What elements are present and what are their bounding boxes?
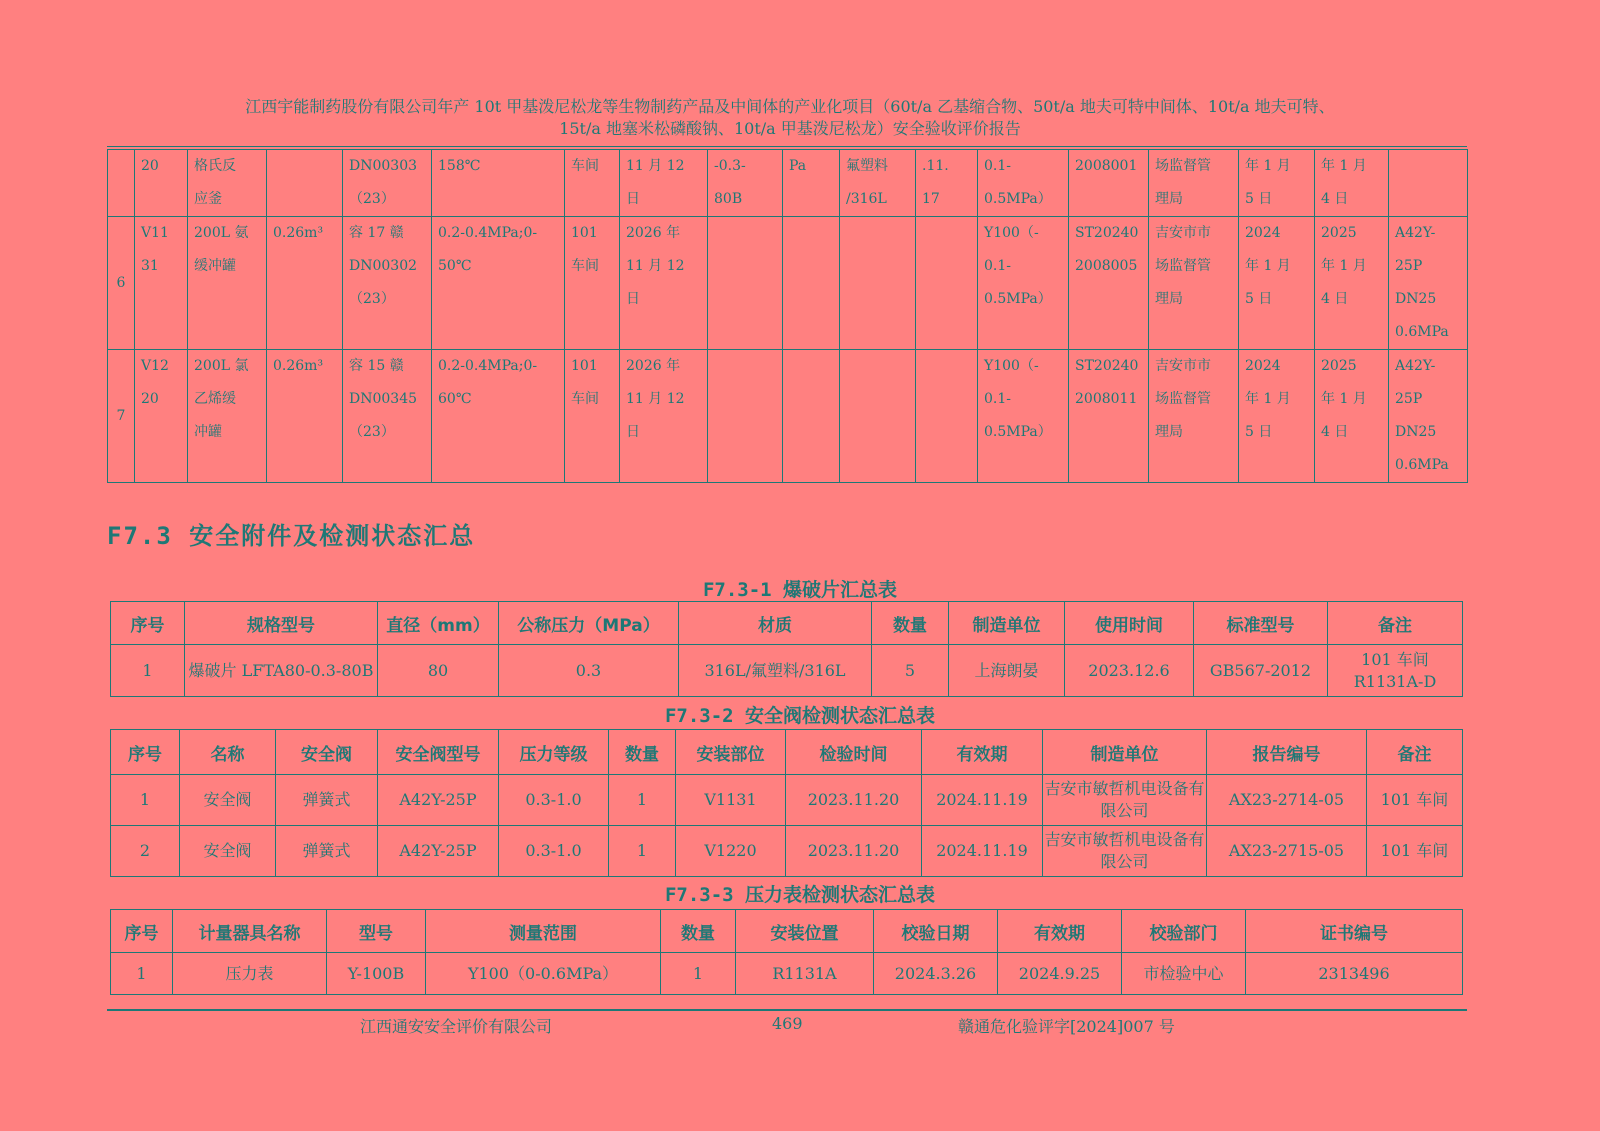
cell-line: 年 1 月 bbox=[1245, 258, 1291, 274]
table-cell: 101 车间 bbox=[1367, 775, 1463, 826]
table-cell bbox=[708, 217, 783, 350]
column-header: 名称 bbox=[180, 730, 276, 775]
pressure-gauge-table bbox=[110, 909, 1463, 995]
table-cell bbox=[432, 350, 565, 483]
table-caption-rupture-disc: F7.3-1 爆破片汇总表 bbox=[702, 579, 898, 601]
table-caption-safety-valve: F7.3-2 安全阀检测状态汇总表 bbox=[664, 705, 936, 727]
cell-line: ST20240 bbox=[1075, 358, 1139, 374]
cell-line: 2008011 bbox=[1075, 391, 1138, 407]
cell-line: 日 bbox=[626, 291, 640, 307]
table-cell: AX23-2714-05 bbox=[1207, 775, 1367, 826]
table-cell bbox=[708, 150, 783, 217]
column-header: 序号 bbox=[111, 602, 185, 645]
cell-line: 2008005 bbox=[1075, 258, 1138, 274]
table-cell bbox=[620, 150, 708, 217]
column-header: 公称压力（MPa） bbox=[499, 602, 679, 645]
column-header: 标准型号 bbox=[1194, 602, 1328, 645]
cell-line: Pa bbox=[789, 158, 807, 174]
table-cell: 1 bbox=[111, 775, 180, 826]
table-cell bbox=[1389, 350, 1468, 483]
cell-line: 4 日 bbox=[1321, 424, 1349, 440]
column-header: 规格型号 bbox=[185, 602, 378, 645]
table-cell bbox=[840, 150, 916, 217]
column-header: 材质 bbox=[679, 602, 872, 645]
table-cell: 安全阀 bbox=[180, 775, 276, 826]
table-row bbox=[111, 775, 1463, 826]
cell-line: 冲罐 bbox=[194, 424, 222, 440]
safety-valve-table bbox=[110, 729, 1463, 877]
cell-line: 101 bbox=[571, 358, 598, 374]
table-cell bbox=[135, 217, 188, 350]
table-cell bbox=[916, 217, 978, 350]
column-header: 校验部门 bbox=[1122, 910, 1246, 953]
running-header bbox=[108, 96, 1472, 140]
cell-line: /316L bbox=[846, 191, 887, 207]
cell-line: 80B bbox=[714, 191, 743, 207]
column-header: 有效期 bbox=[998, 910, 1122, 953]
footer-document-number: 赣通危化验评字[2024]007 号 bbox=[958, 1017, 1175, 1036]
table-row bbox=[111, 645, 1463, 697]
cell-line: 2024 bbox=[1245, 225, 1281, 241]
table-cell bbox=[916, 150, 978, 217]
table-cell: 6 bbox=[108, 217, 135, 350]
cell-line: 年 1 月 bbox=[1321, 258, 1367, 274]
cell-line: 车间 bbox=[571, 158, 599, 174]
table-cell: 2313496 bbox=[1246, 953, 1463, 995]
table-cell bbox=[343, 150, 432, 217]
table-cell: 1 bbox=[609, 826, 676, 877]
table-cell bbox=[343, 350, 432, 483]
table-cell: 吉安市敏哲机电设备有限公司 bbox=[1043, 775, 1207, 826]
table-cell: 2024.11.19 bbox=[922, 775, 1043, 826]
cell-line: 0.2-0.4MPa;0- bbox=[438, 225, 538, 241]
pressure-vessel-table-continued bbox=[107, 149, 1468, 483]
cell-line: Y100（- bbox=[984, 225, 1039, 241]
table-cell: 弹簧式 bbox=[276, 775, 378, 826]
header-line-2: 15t/a 地塞米松磷酸钠、10t/a 甲基泼尼松龙）安全验收评价报告 bbox=[559, 119, 1021, 138]
cell-line: 31 bbox=[141, 258, 159, 274]
column-header: 备注 bbox=[1367, 730, 1463, 775]
column-header: 序号 bbox=[111, 730, 180, 775]
cell-line: 缓冲罐 bbox=[194, 258, 236, 274]
table-cell bbox=[978, 217, 1069, 350]
table-cell bbox=[1069, 150, 1149, 217]
column-header: 数量 bbox=[872, 602, 949, 645]
cell-line: DN00345 bbox=[349, 391, 418, 407]
cell-line: 11 月 12 bbox=[626, 391, 685, 407]
table-cell: 316L/氟塑料/316L bbox=[679, 645, 872, 697]
table-cell: 1 bbox=[111, 953, 173, 995]
table-cell: 0.3-1.0 bbox=[499, 775, 609, 826]
cell-line: -0.3- bbox=[714, 158, 746, 174]
cell-line: 0.26m³ bbox=[273, 225, 324, 241]
cell-line: 氟塑料 bbox=[846, 158, 888, 174]
cell-line: 20 bbox=[141, 391, 159, 407]
cell-line: DN25 bbox=[1395, 291, 1437, 307]
table-row bbox=[111, 953, 1463, 995]
cell-line: 200L 氯 bbox=[194, 358, 249, 374]
table-cell: A42Y-25P bbox=[378, 775, 499, 826]
table-cell bbox=[188, 150, 267, 217]
table-cell: 上海朗晏 bbox=[949, 645, 1065, 697]
column-header: 安全阀型号 bbox=[378, 730, 499, 775]
cell-line: 200L 氨 bbox=[194, 225, 249, 241]
table-cell bbox=[343, 217, 432, 350]
table-cell bbox=[188, 217, 267, 350]
table-cell bbox=[565, 217, 620, 350]
table-cell bbox=[1239, 150, 1315, 217]
cell-line: 格氏反 bbox=[194, 158, 236, 174]
cell-line: 年 1 月 bbox=[1321, 158, 1367, 174]
table-cell bbox=[840, 350, 916, 483]
cell-line: ST20240 bbox=[1075, 225, 1139, 241]
table-cell bbox=[267, 150, 343, 217]
cell-line: 20 bbox=[141, 158, 159, 174]
cell-line: 场监督管 bbox=[1155, 391, 1211, 407]
table-cell bbox=[620, 217, 708, 350]
cell-line: 25P bbox=[1395, 258, 1423, 274]
cell-line: 2025 bbox=[1321, 225, 1357, 241]
table-cell bbox=[135, 350, 188, 483]
table-cell: 2024.9.25 bbox=[998, 953, 1122, 995]
table-cell bbox=[708, 350, 783, 483]
cell-line: 0.1- bbox=[984, 258, 1011, 274]
column-header: 报告编号 bbox=[1207, 730, 1367, 775]
table-cell bbox=[1069, 217, 1149, 350]
cell-line: 吉安市市 bbox=[1155, 358, 1211, 374]
table-cell: 吉安市敏哲机电设备有限公司 bbox=[1043, 826, 1207, 877]
table-cell: GB567-2012 bbox=[1194, 645, 1328, 697]
column-header: 数量 bbox=[609, 730, 676, 775]
table-cell bbox=[1149, 217, 1239, 350]
cell-line: 50℃ bbox=[438, 258, 472, 274]
cell-line: 0.5MPa） bbox=[984, 424, 1052, 440]
cell-line: 11 月 12 bbox=[626, 158, 685, 174]
table-cell: 2024.11.19 bbox=[922, 826, 1043, 877]
table-cell bbox=[1149, 350, 1239, 483]
cell-line: 容 17 赣 bbox=[349, 225, 404, 241]
table-cell bbox=[1315, 217, 1389, 350]
section-title: F7.3 安全附件及检测状态汇总 bbox=[107, 522, 476, 550]
table-row bbox=[111, 826, 1463, 877]
cell-line: 5 日 bbox=[1245, 424, 1273, 440]
column-header: 序号 bbox=[111, 910, 173, 953]
table-cell: 1 bbox=[609, 775, 676, 826]
table-cell bbox=[108, 150, 135, 217]
cell-line: 2008001 bbox=[1075, 158, 1138, 174]
column-header: 备注 bbox=[1328, 602, 1463, 645]
table-cell bbox=[783, 350, 840, 483]
table-cell bbox=[1239, 350, 1315, 483]
cell-line: Y100（- bbox=[984, 358, 1039, 374]
cell-line: 乙烯缓 bbox=[194, 391, 236, 407]
table-cell: Y-100B bbox=[327, 953, 426, 995]
table-cell bbox=[783, 150, 840, 217]
column-header: 制造单位 bbox=[1043, 730, 1207, 775]
cell-line: （23） bbox=[349, 424, 395, 440]
column-header: 检验时间 bbox=[786, 730, 922, 775]
cell-line: 应釜 bbox=[194, 191, 222, 207]
table-row bbox=[108, 150, 1468, 217]
column-header: 证书编号 bbox=[1246, 910, 1463, 953]
cell-line: V12 bbox=[141, 358, 169, 374]
cell-line: 0.1- bbox=[984, 391, 1011, 407]
table-row bbox=[108, 350, 1468, 483]
table-cell bbox=[565, 350, 620, 483]
column-header: 使用时间 bbox=[1065, 602, 1194, 645]
cell-line: 理局 bbox=[1155, 424, 1183, 440]
table-cell: 爆破片 LFTA80-0.3-80B bbox=[185, 645, 378, 697]
cell-line: DN00302 bbox=[349, 258, 418, 274]
table-cell bbox=[840, 217, 916, 350]
footer-page-number: 469 bbox=[772, 1014, 803, 1033]
cell-line: 日 bbox=[626, 191, 640, 207]
table-cell bbox=[135, 150, 188, 217]
table-cell bbox=[565, 150, 620, 217]
table-cell: 弹簧式 bbox=[276, 826, 378, 877]
table-cell: 2023.11.20 bbox=[786, 826, 922, 877]
cell-line: （23） bbox=[349, 291, 395, 307]
cell-line: 车间 bbox=[571, 391, 599, 407]
column-header: 测量范围 bbox=[426, 910, 661, 953]
table-cell bbox=[620, 350, 708, 483]
table-cell: 7 bbox=[108, 350, 135, 483]
cell-line: A42Y- bbox=[1395, 225, 1436, 241]
table-cell bbox=[916, 350, 978, 483]
column-header: 直径（mm） bbox=[378, 602, 499, 645]
table-cell bbox=[267, 217, 343, 350]
column-header: 制造单位 bbox=[949, 602, 1065, 645]
table-cell: 压力表 bbox=[173, 953, 327, 995]
cell-line: 25P bbox=[1395, 391, 1423, 407]
column-header: 计量器具名称 bbox=[173, 910, 327, 953]
cell-line: A42Y- bbox=[1395, 358, 1436, 374]
cell-line: 车间 bbox=[571, 258, 599, 274]
table-cell: A42Y-25P bbox=[378, 826, 499, 877]
table-cell: 安全阀 bbox=[180, 826, 276, 877]
cell-line: 场监督管 bbox=[1155, 258, 1211, 274]
table-cell: 2024.3.26 bbox=[874, 953, 998, 995]
table-cell bbox=[1149, 150, 1239, 217]
table-cell bbox=[1239, 217, 1315, 350]
table-cell: Y100（0-0.6MPa） bbox=[426, 953, 661, 995]
table-cell bbox=[1069, 350, 1149, 483]
rupture-disc-table bbox=[110, 601, 1463, 697]
cell-line: 11 月 12 bbox=[626, 258, 685, 274]
header-rule bbox=[107, 146, 1467, 147]
table-cell bbox=[1389, 150, 1468, 217]
table-cell: 2 bbox=[111, 826, 180, 877]
table-cell: 80 bbox=[378, 645, 499, 697]
cell-line: 2026 年 bbox=[626, 358, 681, 374]
cell-line: 2025 bbox=[1321, 358, 1357, 374]
table-cell: R1131A bbox=[736, 953, 874, 995]
cell-line: 年 1 月 bbox=[1245, 391, 1291, 407]
column-header: 有效期 bbox=[922, 730, 1043, 775]
table-caption-pressure-gauge: F7.3-3 压力表检测状态汇总表 bbox=[664, 884, 936, 906]
cell-line: DN00303 bbox=[349, 158, 418, 174]
footer-company: 江西通安安全评价有限公司 bbox=[360, 1017, 553, 1036]
table-cell: 0.3 bbox=[499, 645, 679, 697]
cell-line: DN25 bbox=[1395, 424, 1437, 440]
table-cell bbox=[978, 350, 1069, 483]
table-cell bbox=[1315, 350, 1389, 483]
cell-line: 4 日 bbox=[1321, 291, 1349, 307]
column-header: 压力等级 bbox=[499, 730, 609, 775]
cell-line: 0.5MPa） bbox=[984, 191, 1052, 207]
column-header: 校验日期 bbox=[874, 910, 998, 953]
cell-line: 2026 年 bbox=[626, 225, 681, 241]
cell-line: （23） bbox=[349, 191, 395, 207]
column-header: 安全阀 bbox=[276, 730, 378, 775]
cell-line: 0.6MPa bbox=[1395, 324, 1449, 340]
table-cell bbox=[432, 217, 565, 350]
cell-line: 0.1- bbox=[984, 158, 1011, 174]
cell-line: 2024 bbox=[1245, 358, 1281, 374]
cell-line: 17 bbox=[922, 191, 940, 207]
column-header: 型号 bbox=[327, 910, 426, 953]
table-cell: 1 bbox=[111, 645, 185, 697]
cell-line: V11 bbox=[141, 225, 169, 241]
cell-line: 158℃ bbox=[438, 158, 481, 174]
cell-line: 理局 bbox=[1155, 291, 1183, 307]
header-line-1: 江西宇能制药股份有限公司年产 10t 甲基泼尼松龙等生物制药产品及中间体的产业化项目（60t/a 乙基缩合物、50t/a 地夫可特中间体、10t/a 地夫可特、 bbox=[245, 97, 1335, 116]
column-header: 安装部位 bbox=[676, 730, 786, 775]
table-cell bbox=[1389, 217, 1468, 350]
column-header: 安装位置 bbox=[736, 910, 874, 953]
table-cell bbox=[432, 150, 565, 217]
cell-line: 5 日 bbox=[1245, 191, 1273, 207]
cell-line: 容 15 赣 bbox=[349, 358, 404, 374]
table-cell bbox=[188, 350, 267, 483]
table-cell: 101 车间 R1131A-D bbox=[1328, 645, 1463, 697]
table-row bbox=[108, 217, 1468, 350]
cell-line: 年 1 月 bbox=[1321, 391, 1367, 407]
table-cell: AX23-2715-05 bbox=[1207, 826, 1367, 877]
footer-rule bbox=[107, 1009, 1467, 1011]
cell-line: 0.2-0.4MPa;0- bbox=[438, 358, 538, 374]
table-cell: 2023.11.20 bbox=[786, 775, 922, 826]
table-cell bbox=[1315, 150, 1389, 217]
cell-line: 理局 bbox=[1155, 191, 1183, 207]
cell-line: 5 日 bbox=[1245, 291, 1273, 307]
table-cell: 2023.12.6 bbox=[1065, 645, 1194, 697]
cell-line: 吉安市市 bbox=[1155, 225, 1211, 241]
cell-line: 0.5MPa） bbox=[984, 291, 1052, 307]
column-header: 数量 bbox=[661, 910, 736, 953]
table-cell: 1 bbox=[661, 953, 736, 995]
table-cell bbox=[783, 217, 840, 350]
table-cell: 0.3-1.0 bbox=[499, 826, 609, 877]
table-cell bbox=[978, 150, 1069, 217]
cell-line: 场监督管 bbox=[1155, 158, 1211, 174]
cell-line: .11. bbox=[922, 158, 949, 174]
table-cell bbox=[267, 350, 343, 483]
table-cell: V1131 bbox=[676, 775, 786, 826]
cell-line: 4 日 bbox=[1321, 191, 1349, 207]
cell-line: 60℃ bbox=[438, 391, 472, 407]
table-cell: 市检验中心 bbox=[1122, 953, 1246, 995]
table-cell: 5 bbox=[872, 645, 949, 697]
cell-line: 101 bbox=[571, 225, 598, 241]
table-cell: V1220 bbox=[676, 826, 786, 877]
cell-line: 0.26m³ bbox=[273, 358, 324, 374]
cell-line: 日 bbox=[626, 424, 640, 440]
table-cell: 101 车间 bbox=[1367, 826, 1463, 877]
cell-line: 0.6MPa bbox=[1395, 457, 1449, 473]
cell-line: 年 1 月 bbox=[1245, 158, 1291, 174]
